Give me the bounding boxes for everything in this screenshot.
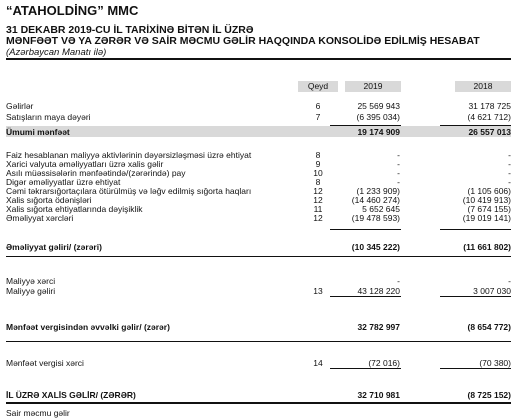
table-row: Satışların maya dəyəri 7 (6 395 034) (4 621 712) xyxy=(6,112,511,122)
table-row: Mənfəət vergisindən əvvəlki gəlir/ (zərər) 32 782 997 (8 654 772) xyxy=(6,322,511,332)
table-row: Digər əməliyyatlar üzrə ehtiyat 8 - - xyxy=(6,177,511,187)
section-rule xyxy=(6,341,511,342)
section-rule xyxy=(6,256,511,257)
table-row: Maliyyə xərci - - xyxy=(6,276,511,286)
table-row: Ümumi mənfəət 19 174 909 26 557 013 xyxy=(6,127,511,137)
table-row: Asılı müəssisələrin mənfəətində/(zərərində) pay 10 - - xyxy=(6,168,511,178)
table-row: Əməliyyat gəliri/ (zərəri) (10 345 222) (11 661 802) xyxy=(6,242,511,252)
table-row: Əməliyyat xərcləri 12 (19 478 593) (19 019 141) xyxy=(6,213,511,223)
table-row: Xarici valyuta əməliyyatları üzrə xalis gəlir 9 - - xyxy=(6,159,511,169)
table-row: Cəmi təkrarsığortaçılara ötürülmüş və ləğv edilmiş sığorta haqları 12 (1 233 909) (1 105 606) xyxy=(6,186,511,196)
column-header-2018: 2018 xyxy=(455,81,511,92)
company-name: “ATAHOLDİNG” MMC xyxy=(6,3,139,18)
table-row: Xalis sığorta ödənişləri 12 (14 460 274) (10 419 913) xyxy=(6,195,511,205)
total-double-rule xyxy=(6,402,511,404)
table-row: Maliyyə gəliri 13 43 128 220 3 007 030 xyxy=(6,286,511,296)
currency-subtitle: (Azərbaycan Manatı ilə) xyxy=(6,47,107,58)
report-title-line-2: MƏNFƏƏT VƏ YA ZƏRƏR VƏ SAİR MƏCMU GƏLİR HAQQINDA KONSOLİDƏ EDİLMİŞ HESABAT xyxy=(6,35,480,47)
column-header-2019: 2019 xyxy=(345,81,401,92)
table-row: İL ÜZRƏ XALİS GƏLİR/ (ZƏRƏR) 32 710 981 (8 725 152) xyxy=(6,390,511,400)
underline xyxy=(440,229,511,230)
table-row: Xalis sığorta ehtiyatlarında dəyişiklik 11 5 652 645 (7 674 155) xyxy=(6,204,511,214)
table-row: Sair məcmu gəlir xyxy=(6,408,70,418)
underline xyxy=(330,229,401,230)
title-rule xyxy=(6,58,511,60)
column-header-note: Qeyd xyxy=(298,81,338,92)
report-title-line-1: 31 DEKABR 2019-CU İL TARİXİNƏ BİTƏN İL ÜZRƏ xyxy=(6,24,254,36)
table-row: Faiz hesablanan maliyyə aktivlərinin dəyərsizləşməsi üzrə ehtiyat 8 - - xyxy=(6,150,511,160)
underline xyxy=(330,125,401,126)
underline xyxy=(440,125,511,126)
table-row: Mənfəət vergisi xərci 14 (72 016) (70 380) xyxy=(6,358,511,368)
table-row: Gəlirlər 6 25 569 943 31 178 725 xyxy=(6,101,511,111)
